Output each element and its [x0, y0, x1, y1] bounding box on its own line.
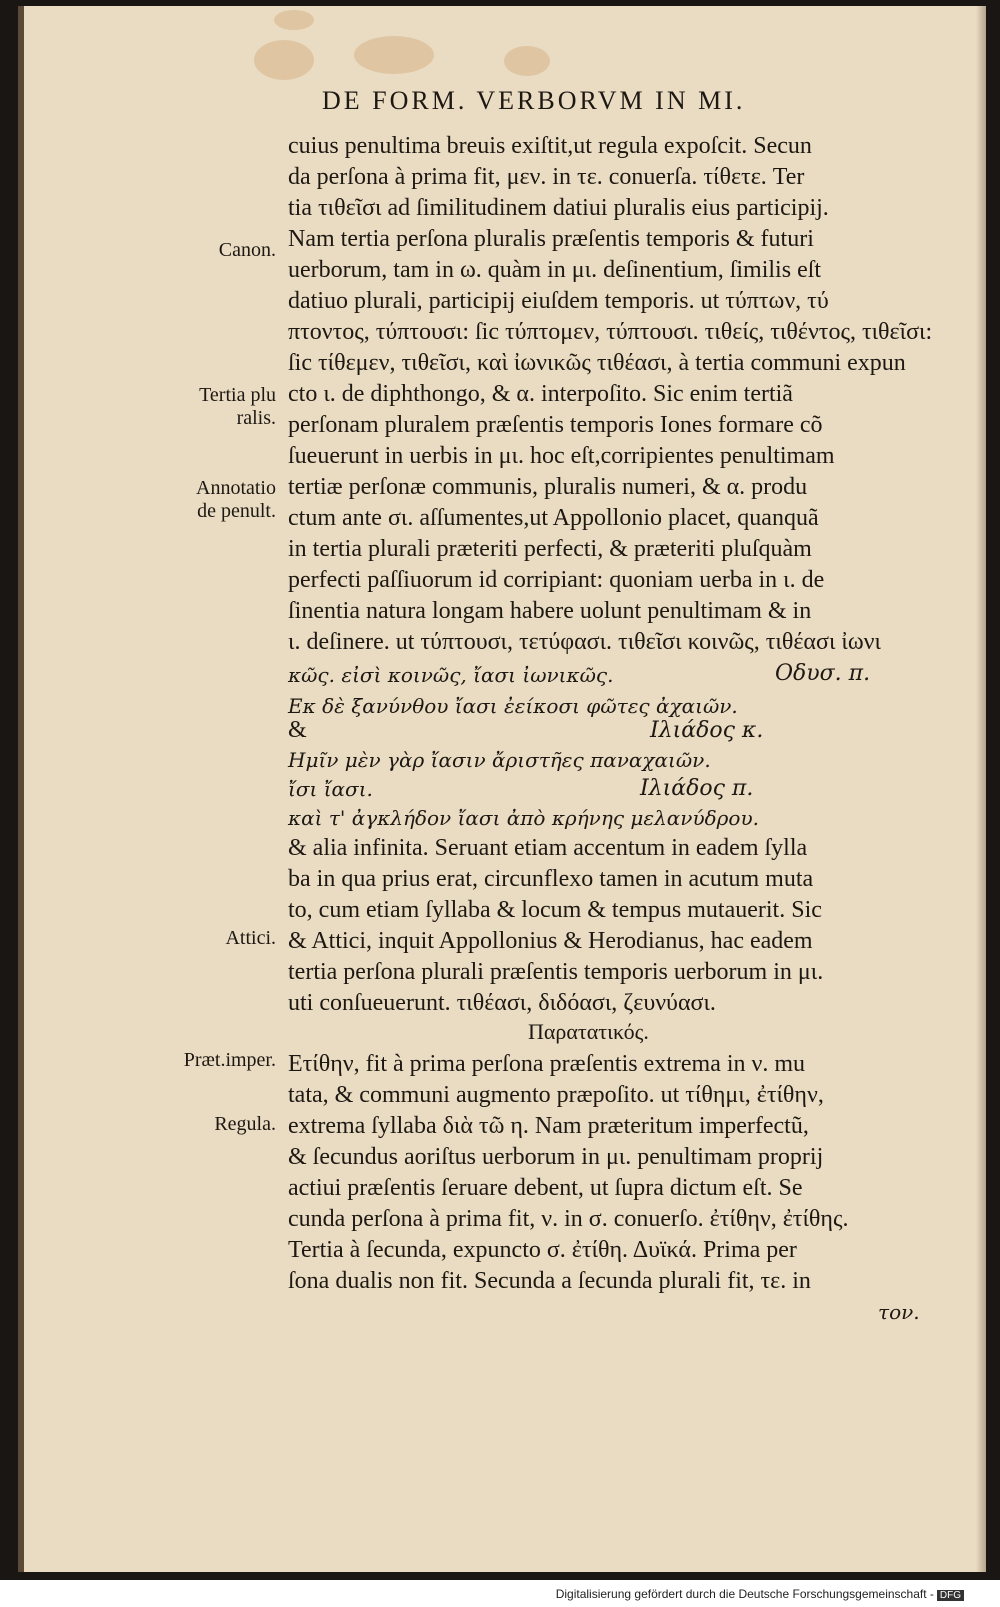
text-line: datiuo plurali, participij eiuſdem temporis. ut τύπτων, τύ	[288, 288, 829, 314]
text-line: da perſona à prima fit, μεν. in τε. conuerſa. τίθετε. Ter	[288, 164, 805, 190]
text-line: ſona dualis non fit. Secunda a ſecunda plurali fit, τε. in	[288, 1268, 811, 1294]
credit-text: Digitalisierung gefördert durch die Deutsche Forschungsgemeinschaft -	[555, 1587, 934, 1601]
text-line: & alia infinita. Seruant etiam accentum in eadem ſylla	[288, 835, 808, 861]
text-line: actiui præſentis ſeruare debent, ut ſupra dictum eſt. Se	[288, 1175, 803, 1201]
stain	[274, 10, 314, 30]
text-line: uerborum, tam in ω. quàm in μι. deſinentium, ſimilis eſt	[288, 257, 822, 283]
verse-reference: Οδυσ. π.	[775, 661, 871, 686]
text-line: ι. deſinere. ut τύπτουσι, τετύφασι. τιθεῖσι κοινῶς, τιθέασι ἰωνι	[288, 629, 881, 655]
text-line: cuius penultima breuis exiſtit,ut regula expoſcit. Secun	[288, 133, 812, 159]
greek-verse: Ημῖν μὲν γὰρ ἴασιν ἄριστῆες παναχαιῶν.	[288, 748, 711, 772]
text-line: Tertia à ſecunda, expuncto σ. ἐτίθη. Δυϊκά. Prima per	[288, 1237, 797, 1263]
margin-note: de penult.	[197, 500, 276, 522]
dfg-logo: DFG	[937, 1590, 964, 1601]
text-line: ſinentia natura longam habere uolunt penultimam & in	[288, 598, 812, 624]
text-line: cto ι. de diphthongo, & α. interpoſito. Sic enim tertiã	[288, 381, 793, 407]
digitization-credit	[556, 1587, 964, 1601]
margin-note: Annotatio	[196, 477, 276, 499]
text-line: tia τιθεῖσι ad ſimilitudinem datiui pluralis eius participij.	[288, 195, 829, 221]
text-line: &	[288, 717, 307, 743]
text-line: tertia perſona plurali præſentis temporis uerborum in μι.	[288, 959, 824, 985]
text-line: tata, & communi augmento præpoſito. ut τίθημι, ἐτίθην,	[288, 1082, 824, 1108]
text-line: tertiæ perſonæ communis, pluralis numeri, & α. produ	[288, 474, 808, 500]
text-line: Nam tertia perſona pluralis præſentis temporis & futuri	[288, 226, 814, 252]
margin-note: Præt.imper.	[183, 1049, 276, 1071]
stain	[354, 36, 434, 74]
greek-line: κῶς. εἰσὶ κοινῶς, ἴασι ἰωνικῶς.	[288, 663, 614, 687]
section-heading: Παρατατικός.	[528, 1019, 649, 1044]
text-line: ſic τίθεμεν, τιθεῖσι, καὶ ἰωνικῶς τιθέασι, à tertia communi expun	[288, 350, 906, 376]
greek-verse: Εκ δὲ ξανύνθου ἴασι ἐείκοσι φῶτες ἀχαιῶν.	[288, 694, 738, 718]
margin-note: Tertia plu	[199, 384, 276, 406]
text-line: perſonam pluralem præſentis temporis Iones formare cõ	[288, 412, 823, 438]
margin-note: Regula.	[214, 1113, 276, 1135]
verse-reference: Ιλιάδος κ.	[650, 718, 764, 743]
verse-reference: Ιλιάδος π.	[640, 776, 754, 801]
text-line: to, cum etiam ſyllaba & locum & tempus mutauerit. Sic	[288, 897, 822, 923]
text-line: ctum ante σι. aſſumentes,ut Appollonio placet, quanquã	[288, 505, 819, 531]
stain	[254, 40, 314, 80]
text-line: & Attici, inquit Appollonius & Herodianus, hac eadem	[288, 928, 813, 954]
stain	[504, 46, 550, 76]
greek-verse: καὶ τ' ἀγκλήδον ἴασι ἀπὸ κρήνης μελανύδρου.	[288, 806, 759, 830]
margin-note: ralis.	[236, 407, 276, 429]
text-line: & ſecundus aoriſtus uerborum in μι. penultimam proprij	[288, 1144, 824, 1170]
text-line: in tertia plurali præteriti perfecti, & præteriti pluſquàm	[288, 536, 812, 562]
text-line: Ετίθην, fit à prima perſona præſentis extrema in ν. mu	[288, 1051, 806, 1077]
catchword: τον.	[878, 1300, 920, 1324]
text-line: uti conſueuerunt. τιθέασι, διδόασι, ζευνύασι.	[288, 990, 716, 1016]
text-line: extrema ſyllaba διὰ τῶ η. Nam præteritum imperfectũ,	[288, 1113, 809, 1139]
margin-note: Canon.	[218, 239, 276, 261]
greek-line: ἴσι ἴασι.	[288, 777, 373, 801]
text-line: ſueuerunt in uerbis in μι. hoc eſt,corripientes penultimam	[288, 443, 835, 469]
text-line: ba in qua prius erat, circunflexo tamen in acutum muta	[288, 866, 814, 892]
text-line: cunda perſona à prima fit, ν. in σ. conuerſo. ἐτίθην, ἐτίθης.	[288, 1206, 849, 1232]
running-header: DE FORM. VERBORVM IN MI.	[322, 86, 746, 115]
text-line: perfecti paſſiuorum id corripiant: quoniam uerba in ι. de	[288, 567, 825, 593]
margin-note: Attici.	[225, 927, 276, 949]
text-line: πτοντος, τύπτουσι: ſic τύπτομεν, τύπτουσι. τιθείς, τιθέντος, τιθεῖσι:	[288, 319, 933, 345]
